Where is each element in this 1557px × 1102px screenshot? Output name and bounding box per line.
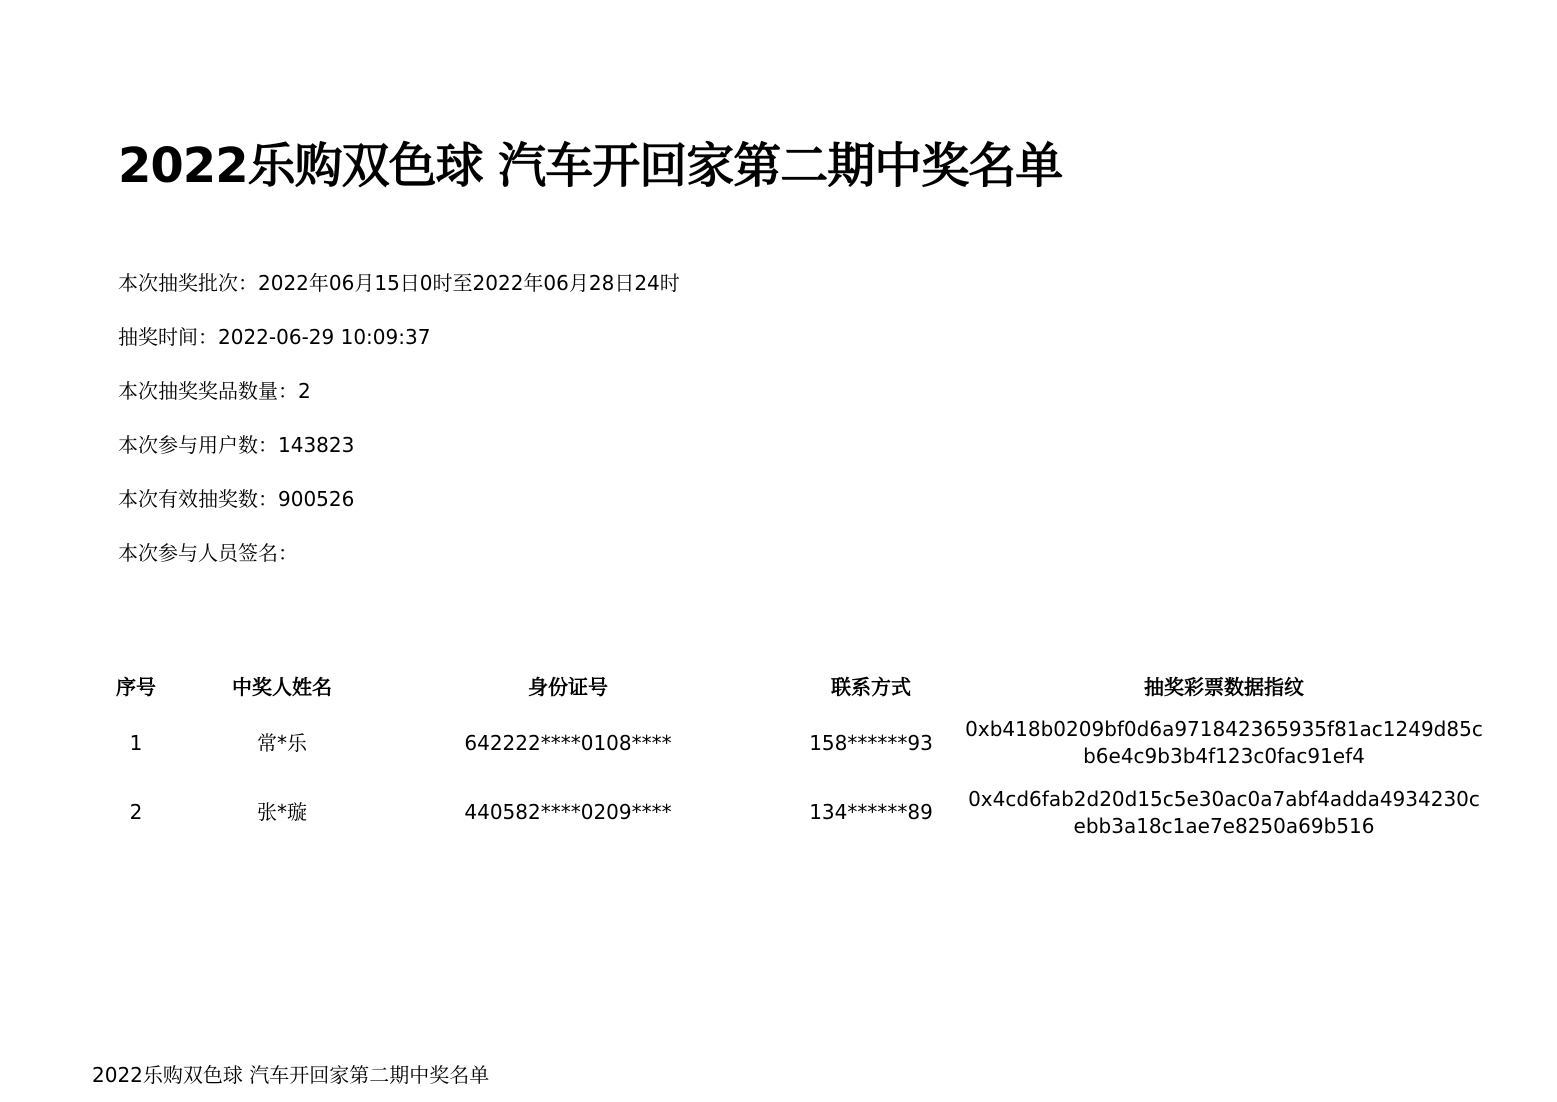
signature-label: 本次参与人员签名： <box>118 541 298 565</box>
batch-label: 本次抽奖批次： <box>118 271 258 295</box>
valid-draws-label: 本次有效抽奖数： <box>118 487 278 511</box>
fingerprint-line-1: 0x4cd6fab2d20d15c5e30ac0a7abf4adda4934230c <box>968 787 1480 811</box>
row-id-number: 642222****0108**** <box>464 731 672 755</box>
valid-draws-value: 900526 <box>278 487 355 511</box>
row-contact: 158******93 <box>809 731 933 755</box>
valid-draws-line <box>118 486 354 512</box>
row-index: 1 <box>129 731 143 755</box>
row-contact: 134******89 <box>809 800 933 824</box>
prize-count-value: 2 <box>298 379 311 403</box>
draw-time-value: 2022-06-29 10:09:37 <box>218 325 431 349</box>
draw-time-line <box>118 324 430 350</box>
header-id-number: 身份证号 <box>528 675 608 699</box>
prize-count-label: 本次抽奖奖品数量： <box>118 379 298 403</box>
row-name: 张*璇 <box>257 800 307 824</box>
row-id-number: 440582****0209**** <box>464 800 672 824</box>
signature-line <box>118 540 298 566</box>
batch-value: 2022年06月15日0时至2022年06月28日24时 <box>258 271 680 295</box>
users-label: 本次参与用户数： <box>118 433 278 457</box>
draw-time-label: 抽奖时间： <box>118 325 218 349</box>
header-contact: 联系方式 <box>831 675 911 699</box>
row-name: 常*乐 <box>257 731 307 755</box>
fingerprint-line-1: 0xb418b0209bf0d6a971842365935f81ac1249d85c <box>965 717 1483 741</box>
header-index: 序号 <box>116 675 156 699</box>
users-value: 143823 <box>278 433 355 457</box>
fingerprint-line-2: ebb3a18c1ae7e8250a69b516 <box>1073 814 1375 838</box>
row-fingerprint <box>964 716 1484 770</box>
page-footer: 2022乐购双色球 汽车开回家第二期中奖名单 <box>92 1063 490 1087</box>
batch-line <box>118 270 680 296</box>
prize-count-line <box>118 378 311 404</box>
fingerprint-line-2: b6e4c9b3b4f123c0fac91ef4 <box>1083 744 1365 768</box>
header-name: 中奖人姓名 <box>232 675 332 699</box>
users-line <box>118 432 354 458</box>
row-fingerprint <box>964 786 1484 840</box>
page-title: 2022乐购双色球 汽车开回家第二期中奖名单 <box>118 138 1063 194</box>
header-fingerprint: 抽奖彩票数据指纹 <box>1144 675 1304 699</box>
row-index: 2 <box>129 800 143 824</box>
